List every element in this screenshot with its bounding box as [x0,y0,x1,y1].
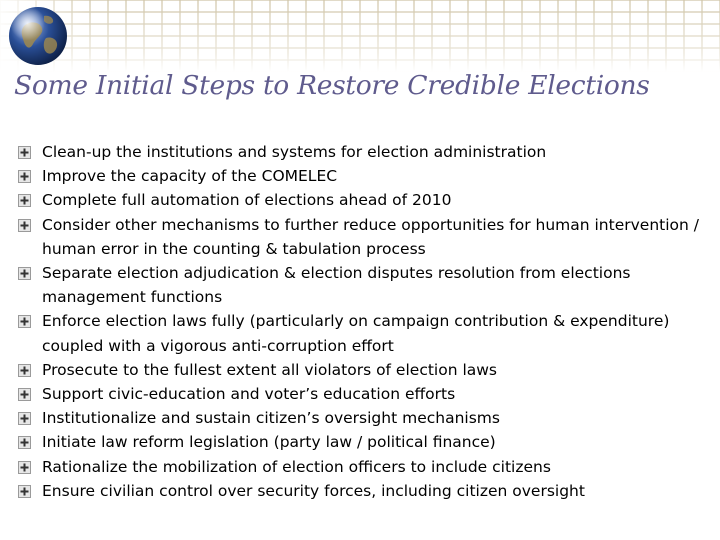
bullet-item-6 [18,309,708,357]
bullet-list [18,140,708,503]
bullet-text: Consider other mechanisms to further reduce opportunities for human intervention / human error in the counting & tabulation process [42,215,699,258]
bullet-item-4 [18,213,708,261]
bullet-text: Institutionalize and sustain citizen’s oversight mechanisms [42,409,500,428]
bullet-square-icon [18,436,31,449]
bullet-item-8 [18,382,708,406]
bullet-square-icon [18,146,31,159]
bullet-square-icon [18,485,31,498]
bullet-square-icon [18,267,31,280]
bullet-square-icon [18,364,31,377]
bullet-item-12 [18,479,708,503]
bullet-item-5 [18,261,708,309]
bullet-item-1 [18,140,708,164]
bullet-item-9 [18,406,708,430]
bullet-text: Enforce election laws fully (particularly on campaign contribution & expenditure) coupled with a vigorous anti-corruption effort [42,312,670,355]
globe-icon [6,4,70,68]
bullet-item-11 [18,455,708,479]
bullet-text: Ensure civilian control over security forces, including citizen oversight [42,481,585,500]
bullet-item-7 [18,358,708,382]
bullet-text: Separate election adjudication & election disputes resolution from elections management functions [42,264,631,307]
bullet-text: Complete full automation of elections ahead of 2010 [42,191,452,210]
bullet-square-icon [18,170,31,183]
bullet-text: Rationalize the mobilization of election officers to include citizens [42,457,551,476]
bullet-text: Improve the capacity of the COMELEC [42,167,338,186]
bullet-square-icon [18,388,31,401]
bullet-text: Support civic-education and voter’s education efforts [42,385,456,404]
bullet-item-2 [18,164,708,188]
bullet-text: Initiate law reform legislation (party law / political finance) [42,433,496,452]
bullet-square-icon [18,315,31,328]
slide-title: Some Initial Steps to Restore Credible Elections [14,70,650,101]
bullet-square-icon [18,412,31,425]
bullet-square-icon [18,219,31,232]
bullet-item-3 [18,188,708,212]
bullet-text: Clean-up the institutions and systems for election administration [42,143,547,161]
bullet-text: Prosecute to the fullest extent all violators of election laws [42,360,498,379]
header-band [0,0,720,72]
header-grid-decoration [0,0,720,72]
bullet-square-icon [18,461,31,474]
bullet-item-10 [18,430,708,454]
bullet-square-icon [18,194,31,207]
